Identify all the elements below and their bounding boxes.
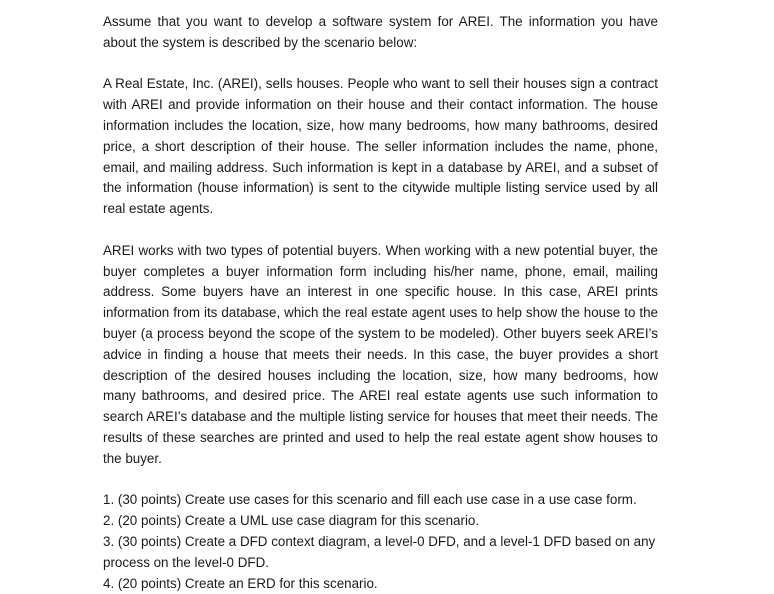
document-page (103, 12, 658, 594)
question-item: 1. (30 points) Create use cases for this scenario and fill each use case in a use case form. (103, 492, 637, 508)
scenario-paragraph-buyers: AREI works with two types of potential buyers. When working with a new potential buyer, the buyer completes a buyer information form including his/her name, phone, email, mailing address. Some buyers have an interest in one specific house. In this case, AREI prints information from its database, which the real estate agent uses to help show the house to the buyer (a process beyond the scope of the system to be modeled). Other buyers seek AREI’s advice in finding a house that meets their needs. In this case, the buyer provides a short description of the desired houses including the location, size, how many bedrooms, how many bathrooms, and desired price. The AREI real estate agents use such information to search AREI’s database and the multiple listing service for houses that meet their needs. The results of these searches are printed and used to help the real estate agent show houses to the buyer. (103, 242, 658, 466)
question-list (103, 490, 658, 594)
question-item: 4. (20 points) Create an ERD for this scenario. (103, 575, 378, 591)
intro-paragraph: Assume that you want to develop a software system for AREI. The information you have about the system is described by the scenario below: (103, 14, 658, 50)
question-item: 3. (30 points) Create a DFD context diagram, a level-0 DFD, and a level-1 DFD based on any process on the level-0 DFD. (103, 533, 656, 570)
scenario-paragraph-sellers: A Real Estate, Inc. (AREI), sells houses. People who want to sell their houses sign a contract with AREI and provide information on their house and their contact information. The house information includes the location, size, how many bedrooms, how many bathrooms, desired price, a short description of their house. The seller information includes the name, phone, email, and mailing address. Such information is kept in a database by AREI, and a subset of the information (house information) is sent to the citywide multiple listing service used by all real estate agents. (103, 76, 658, 217)
question-item: 2. (20 points) Create a UML use case diagram for this scenario. (103, 513, 480, 529)
